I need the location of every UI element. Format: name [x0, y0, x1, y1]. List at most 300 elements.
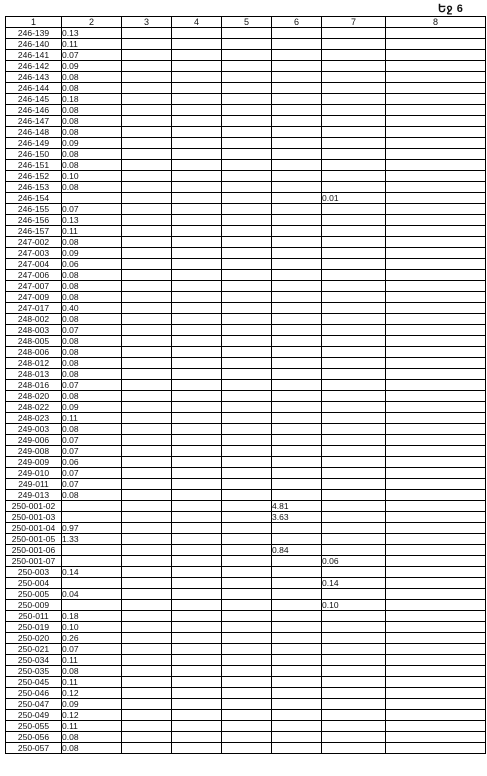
value-col2-cell: 0.18: [62, 611, 122, 622]
value-col7-cell: [322, 182, 386, 193]
col5-cell: [222, 567, 272, 578]
col4-cell: [172, 523, 222, 534]
col8-cell: [386, 644, 486, 655]
col4-cell: [172, 589, 222, 600]
col3-cell: [122, 380, 172, 391]
col3-cell: [122, 666, 172, 677]
value-col6-cell: [272, 160, 322, 171]
value-col2-cell: 0.08: [62, 314, 122, 325]
col5-cell: [222, 237, 272, 248]
row-id-cell: 249-009: [6, 457, 62, 468]
value-col7-cell: [322, 699, 386, 710]
row-id-cell: 248-022: [6, 402, 62, 413]
table-row: [6, 292, 486, 303]
col3-cell: [122, 72, 172, 83]
value-col7-cell: 0.06: [322, 556, 386, 567]
col8-cell: [386, 369, 486, 380]
row-id-cell: 246-142: [6, 61, 62, 72]
col5-cell: [222, 534, 272, 545]
table-row: [6, 666, 486, 677]
value-col2-cell: [62, 600, 122, 611]
col3-cell: [122, 435, 172, 446]
value-col6-cell: [272, 61, 322, 72]
table-row: [6, 259, 486, 270]
col5-cell: [222, 545, 272, 556]
row-id-cell: 249-003: [6, 424, 62, 435]
value-col2-cell: 0.08: [62, 149, 122, 160]
row-id-cell: 246-147: [6, 116, 62, 127]
value-col2-cell: 0.07: [62, 325, 122, 336]
value-col7-cell: [322, 116, 386, 127]
col8-cell: [386, 413, 486, 424]
col8-cell: [386, 270, 486, 281]
value-col2-cell: 0.12: [62, 688, 122, 699]
value-col2-cell: 0.04: [62, 589, 122, 600]
value-col6-cell: [272, 721, 322, 732]
col8-cell: [386, 688, 486, 699]
value-col7-cell: [322, 336, 386, 347]
table-body: [6, 28, 486, 754]
col8-cell: [386, 237, 486, 248]
value-col7-cell: [322, 545, 386, 556]
col3-cell: [122, 270, 172, 281]
value-col7-cell: [322, 380, 386, 391]
col4-cell: [172, 578, 222, 589]
value-col7-cell: [322, 633, 386, 644]
col8-cell: [386, 435, 486, 446]
col4-cell: [172, 281, 222, 292]
col3-cell: [122, 83, 172, 94]
row-id-cell: 246-155: [6, 204, 62, 215]
value-col7-cell: [322, 72, 386, 83]
col8-cell: [386, 655, 486, 666]
col4-cell: [172, 721, 222, 732]
value-col6-cell: [272, 72, 322, 83]
value-col7-cell: 0.01: [322, 193, 386, 204]
row-id-cell: 248-012: [6, 358, 62, 369]
table-row: [6, 270, 486, 281]
value-col6-cell: [272, 391, 322, 402]
col3-cell: [122, 611, 172, 622]
value-col6-cell: [272, 380, 322, 391]
col8-cell: [386, 611, 486, 622]
col8-cell: [386, 633, 486, 644]
col5-cell: [222, 72, 272, 83]
value-col6-cell: [272, 358, 322, 369]
col8-cell: [386, 204, 486, 215]
col4-cell: [172, 72, 222, 83]
value-col6-cell: [272, 644, 322, 655]
value-col2-cell: [62, 578, 122, 589]
value-col6-cell: [272, 699, 322, 710]
col4-cell: [172, 303, 222, 314]
col5-cell: [222, 50, 272, 61]
value-col6-cell: [272, 446, 322, 457]
col5-cell: [222, 369, 272, 380]
row-id-cell: 250-020: [6, 633, 62, 644]
value-col6-cell: [272, 369, 322, 380]
col8-cell: [386, 325, 486, 336]
row-id-cell: 247-003: [6, 248, 62, 259]
value-col6-cell: [272, 149, 322, 160]
value-col7-cell: [322, 259, 386, 270]
row-id-cell: 246-143: [6, 72, 62, 83]
col4-cell: [172, 28, 222, 39]
col4-cell: [172, 611, 222, 622]
table-row: [6, 281, 486, 292]
col8-cell: [386, 149, 486, 160]
col5-cell: [222, 655, 272, 666]
col8-cell: [386, 534, 486, 545]
col4-cell: [172, 622, 222, 633]
value-col2-cell: 0.08: [62, 160, 122, 171]
value-col6-cell: [272, 336, 322, 347]
column-header: 1: [6, 17, 62, 28]
value-col7-cell: [322, 644, 386, 655]
value-col7-cell: [322, 523, 386, 534]
value-col6-cell: [272, 292, 322, 303]
value-col6-cell: [272, 50, 322, 61]
table-row: [6, 237, 486, 248]
col5-cell: [222, 391, 272, 402]
col4-cell: [172, 160, 222, 171]
value-col7-cell: [322, 314, 386, 325]
col5-cell: [222, 556, 272, 567]
col5-cell: [222, 39, 272, 50]
row-id-cell: 246-152: [6, 171, 62, 182]
col5-cell: [222, 292, 272, 303]
col8-cell: [386, 105, 486, 116]
value-col6-cell: [272, 556, 322, 567]
col5-cell: [222, 644, 272, 655]
table-row: [6, 226, 486, 237]
value-col7-cell: [322, 292, 386, 303]
table-row: [6, 116, 486, 127]
col8-cell: [386, 259, 486, 270]
value-col6-cell: [272, 171, 322, 182]
col4-cell: [172, 413, 222, 424]
row-id-cell: 250-035: [6, 666, 62, 677]
value-col6-cell: [272, 259, 322, 270]
value-col2-cell: 0.09: [62, 138, 122, 149]
col4-cell: [172, 567, 222, 578]
table-row: [6, 600, 486, 611]
col8-cell: [386, 292, 486, 303]
col8-cell: [386, 666, 486, 677]
value-col7-cell: [322, 83, 386, 94]
col5-cell: [222, 94, 272, 105]
col3-cell: [122, 325, 172, 336]
col5-cell: [222, 402, 272, 413]
value-col7-cell: [322, 237, 386, 248]
col8-cell: [386, 358, 486, 369]
value-col2-cell: 0.13: [62, 215, 122, 226]
table-row: [6, 314, 486, 325]
value-col2-cell: 0.18: [62, 94, 122, 105]
col5-cell: [222, 677, 272, 688]
table-row: [6, 347, 486, 358]
col5-cell: [222, 182, 272, 193]
value-col7-cell: [322, 479, 386, 490]
col4-cell: [172, 39, 222, 50]
value-col6-cell: [272, 468, 322, 479]
col3-cell: [122, 446, 172, 457]
row-id-cell: 246-139: [6, 28, 62, 39]
value-col6-cell: [272, 490, 322, 501]
col8-cell: [386, 336, 486, 347]
col4-cell: [172, 556, 222, 567]
col8-cell: [386, 523, 486, 534]
row-id-cell: 249-013: [6, 490, 62, 501]
col4-cell: [172, 710, 222, 721]
col5-cell: [222, 171, 272, 182]
table-row: [6, 204, 486, 215]
value-col7-cell: [322, 160, 386, 171]
col5-cell: [222, 710, 272, 721]
value-col6-cell: [272, 237, 322, 248]
value-col6-cell: [272, 39, 322, 50]
row-id-cell: 250-011: [6, 611, 62, 622]
value-col6-cell: [272, 435, 322, 446]
table-row: [6, 622, 486, 633]
value-col6-cell: [272, 116, 322, 127]
col8-cell: [386, 490, 486, 501]
col8-cell: [386, 248, 486, 259]
row-id-cell: 248-002: [6, 314, 62, 325]
table-row: [6, 567, 486, 578]
value-col7-cell: [322, 710, 386, 721]
value-col7-cell: [322, 666, 386, 677]
col4-cell: [172, 369, 222, 380]
col3-cell: [122, 127, 172, 138]
value-col2-cell: 0.08: [62, 743, 122, 754]
col4-cell: [172, 644, 222, 655]
table-row: [6, 28, 486, 39]
col8-cell: [386, 347, 486, 358]
value-col6-cell: [272, 270, 322, 281]
col4-cell: [172, 347, 222, 358]
row-id-cell: 248-016: [6, 380, 62, 391]
col5-cell: [222, 600, 272, 611]
col4-cell: [172, 600, 222, 611]
value-col2-cell: 0.09: [62, 248, 122, 259]
col5-cell: [222, 512, 272, 523]
col4-cell: [172, 501, 222, 512]
row-id-cell: 246-141: [6, 50, 62, 61]
col5-cell: [222, 314, 272, 325]
col5-cell: [222, 83, 272, 94]
value-col7-cell: [322, 50, 386, 61]
col8-cell: [386, 699, 486, 710]
value-col6-cell: [272, 193, 322, 204]
col5-cell: [222, 160, 272, 171]
row-id-cell: 248-013: [6, 369, 62, 380]
table-row: [6, 39, 486, 50]
col5-cell: [222, 358, 272, 369]
col4-cell: [172, 688, 222, 699]
table-row: [6, 160, 486, 171]
table-row: [6, 149, 486, 160]
col4-cell: [172, 61, 222, 72]
col4-cell: [172, 633, 222, 644]
col4-cell: [172, 325, 222, 336]
col3-cell: [122, 292, 172, 303]
col8-cell: [386, 391, 486, 402]
col3-cell: [122, 743, 172, 754]
col4-cell: [172, 127, 222, 138]
col4-cell: [172, 457, 222, 468]
value-col7-cell: [322, 435, 386, 446]
col8-cell: [386, 171, 486, 182]
col4-cell: [172, 226, 222, 237]
col4-cell: [172, 512, 222, 523]
row-id-cell: 250-056: [6, 732, 62, 743]
value-col7-cell: [322, 446, 386, 457]
col3-cell: [122, 336, 172, 347]
value-col2-cell: [62, 545, 122, 556]
col4-cell: [172, 358, 222, 369]
value-col6-cell: [272, 611, 322, 622]
value-col2-cell: 0.08: [62, 237, 122, 248]
col3-cell: [122, 94, 172, 105]
col4-cell: [172, 545, 222, 556]
table-row: [6, 655, 486, 666]
value-col7-cell: [322, 732, 386, 743]
col5-cell: [222, 226, 272, 237]
table-row: [6, 743, 486, 754]
value-col7-cell: [322, 281, 386, 292]
table-row: [6, 446, 486, 457]
col5-cell: [222, 347, 272, 358]
value-col2-cell: 0.10: [62, 622, 122, 633]
col5-cell: [222, 468, 272, 479]
value-col7-cell: [322, 358, 386, 369]
value-col7-cell: [322, 424, 386, 435]
col3-cell: [122, 248, 172, 259]
value-col6-cell: [272, 677, 322, 688]
col8-cell: [386, 589, 486, 600]
col5-cell: [222, 435, 272, 446]
col3-cell: [122, 138, 172, 149]
value-col6-cell: 0.84: [272, 545, 322, 556]
col3-cell: [122, 501, 172, 512]
col3-cell: [122, 303, 172, 314]
col4-cell: [172, 424, 222, 435]
col3-cell: [122, 699, 172, 710]
value-col6-cell: [272, 743, 322, 754]
col4-cell: [172, 468, 222, 479]
value-col6-cell: [272, 28, 322, 39]
col3-cell: [122, 391, 172, 402]
col3-cell: [122, 182, 172, 193]
value-col6-cell: [272, 226, 322, 237]
col3-cell: [122, 578, 172, 589]
value-col2-cell: 0.08: [62, 391, 122, 402]
col4-cell: [172, 83, 222, 94]
col5-cell: [222, 424, 272, 435]
col5-cell: [222, 303, 272, 314]
value-col7-cell: [322, 248, 386, 259]
col8-cell: [386, 127, 486, 138]
col4-cell: [172, 116, 222, 127]
col3-cell: [122, 226, 172, 237]
col3-cell: [122, 402, 172, 413]
value-col7-cell: [322, 171, 386, 182]
table-row: [6, 138, 486, 149]
value-col7-cell: [322, 611, 386, 622]
table-row: [6, 127, 486, 138]
value-col2-cell: 0.08: [62, 490, 122, 501]
col8-cell: [386, 160, 486, 171]
value-col2-cell: 0.07: [62, 435, 122, 446]
value-col7-cell: [322, 457, 386, 468]
col8-cell: [386, 512, 486, 523]
table-row: [6, 369, 486, 380]
value-col6-cell: [272, 578, 322, 589]
col3-cell: [122, 721, 172, 732]
row-id-cell: 250-009: [6, 600, 62, 611]
value-col7-cell: [322, 490, 386, 501]
col8-cell: [386, 380, 486, 391]
table-row: [6, 534, 486, 545]
value-col6-cell: [272, 215, 322, 226]
value-col2-cell: 0.11: [62, 413, 122, 424]
value-col7-cell: [322, 402, 386, 413]
row-id-cell: 246-157: [6, 226, 62, 237]
col8-cell: [386, 61, 486, 72]
col5-cell: [222, 611, 272, 622]
col3-cell: [122, 633, 172, 644]
row-id-cell: 250-047: [6, 699, 62, 710]
value-col7-cell: [322, 534, 386, 545]
col3-cell: [122, 468, 172, 479]
value-col2-cell: 0.06: [62, 259, 122, 270]
value-col7-cell: [322, 655, 386, 666]
col8-cell: [386, 116, 486, 127]
col4-cell: [172, 490, 222, 501]
value-col2-cell: 0.08: [62, 270, 122, 281]
table-row: [6, 633, 486, 644]
col5-cell: [222, 105, 272, 116]
row-id-cell: 250-049: [6, 710, 62, 721]
table-row: [6, 677, 486, 688]
row-id-cell: 247-009: [6, 292, 62, 303]
value-col2-cell: 0.14: [62, 567, 122, 578]
col3-cell: [122, 622, 172, 633]
table-row: [6, 468, 486, 479]
col3-cell: [122, 512, 172, 523]
value-col6-cell: [272, 523, 322, 534]
col4-cell: [172, 292, 222, 303]
value-col6-cell: [272, 732, 322, 743]
table-row: [6, 721, 486, 732]
row-id-cell: 250-019: [6, 622, 62, 633]
value-col2-cell: [62, 512, 122, 523]
col3-cell: [122, 171, 172, 182]
value-col2-cell: 0.08: [62, 292, 122, 303]
row-id-cell: 250-045: [6, 677, 62, 688]
row-id-cell: 250-057: [6, 743, 62, 754]
value-col7-cell: [322, 369, 386, 380]
table-row: [6, 171, 486, 182]
table-row: [6, 556, 486, 567]
value-col2-cell: 0.12: [62, 710, 122, 721]
col8-cell: [386, 83, 486, 94]
col8-cell: [386, 545, 486, 556]
col4-cell: [172, 446, 222, 457]
col5-cell: [222, 28, 272, 39]
col4-cell: [172, 391, 222, 402]
